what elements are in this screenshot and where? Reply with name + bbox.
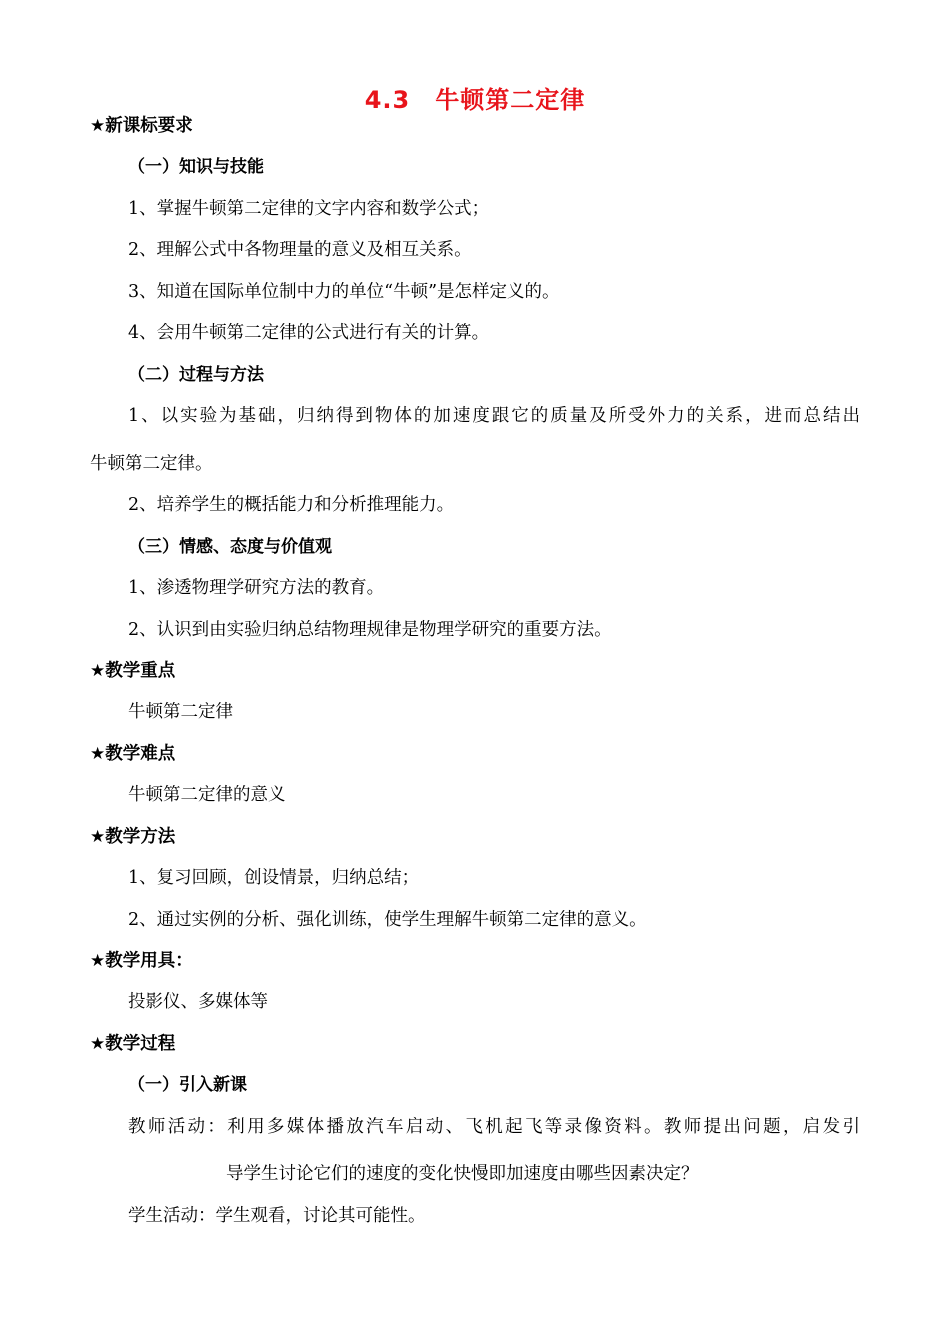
star-icon: ★ [90,116,106,136]
subheading-introduction: （一）引入新课 [128,1075,247,1095]
tools-text: 投影仪、多媒体等 [128,992,268,1012]
subheading-knowledge-skills: （一）知识与技能 [128,157,264,177]
teacher-activity: 教师活动：利用多媒体播放汽车启动、飞机起飞等录像资料。教师提出问题，启发引 [128,1117,860,1137]
list-item: 1、掌握牛顿第二定律的文字内容和数学公式； [128,199,490,219]
list-item-continuation: 牛顿第二定律。 [90,454,213,474]
difficulty-text: 牛顿第二定律的意义 [128,785,286,805]
list-item: 2、认识到由实验归纳总结物理规律是物理学研究的重要方法。 [128,620,612,640]
list-item: 1、渗透物理学研究方法的教育。 [128,578,385,598]
list-item: 2、理解公式中各物理量的意义及相互关系。 [128,240,472,260]
star-icon: ★ [90,827,106,847]
section-heading-tools: ★教学用具： [90,951,193,971]
star-icon: ★ [90,1034,106,1054]
document-title: 4.3 牛顿第二定律 [364,86,586,114]
list-item: 2、培养学生的概括能力和分析推理能力。 [128,495,455,515]
teacher-activity-continuation: 导学生讨论它们的速度的变化快慢即加速度由哪些因素决定？ [226,1164,699,1184]
key-point-text: 牛顿第二定律 [128,702,233,722]
section-heading-key-point: ★教学重点 [90,661,176,681]
list-item: 2、通过实例的分析、强化训练，使学生理解牛顿第二定律的意义。 [128,910,647,930]
star-icon: ★ [90,661,106,681]
list-item: 1、以实验为基础，归纳得到物体的加速度跟它的质量及所受外力的关系，进而总结出 [128,406,860,426]
subheading-emotion-values: （三）情感、态度与价值观 [128,537,332,557]
section-heading-process: ★教学过程 [90,1034,176,1054]
star-icon: ★ [90,744,106,764]
subheading-process-methods: （二）过程与方法 [128,365,264,385]
section-heading-standards: ★新课标要求 [90,116,193,136]
section-heading-methods: ★教学方法 [90,827,176,847]
star-icon: ★ [90,951,106,971]
list-item: 4、会用牛顿第二定律的公式进行有关的计算。 [128,323,490,343]
student-activity: 学生活动：学生观看，讨论其可能性。 [128,1206,426,1226]
list-item: 1、复习回顾，创设情景，归纳总结； [128,868,420,888]
section-heading-difficulty: ★教学难点 [90,744,176,764]
list-item: 3、知道在国际单位制中力的单位“牛顿”是怎样定义的。 [128,282,560,302]
